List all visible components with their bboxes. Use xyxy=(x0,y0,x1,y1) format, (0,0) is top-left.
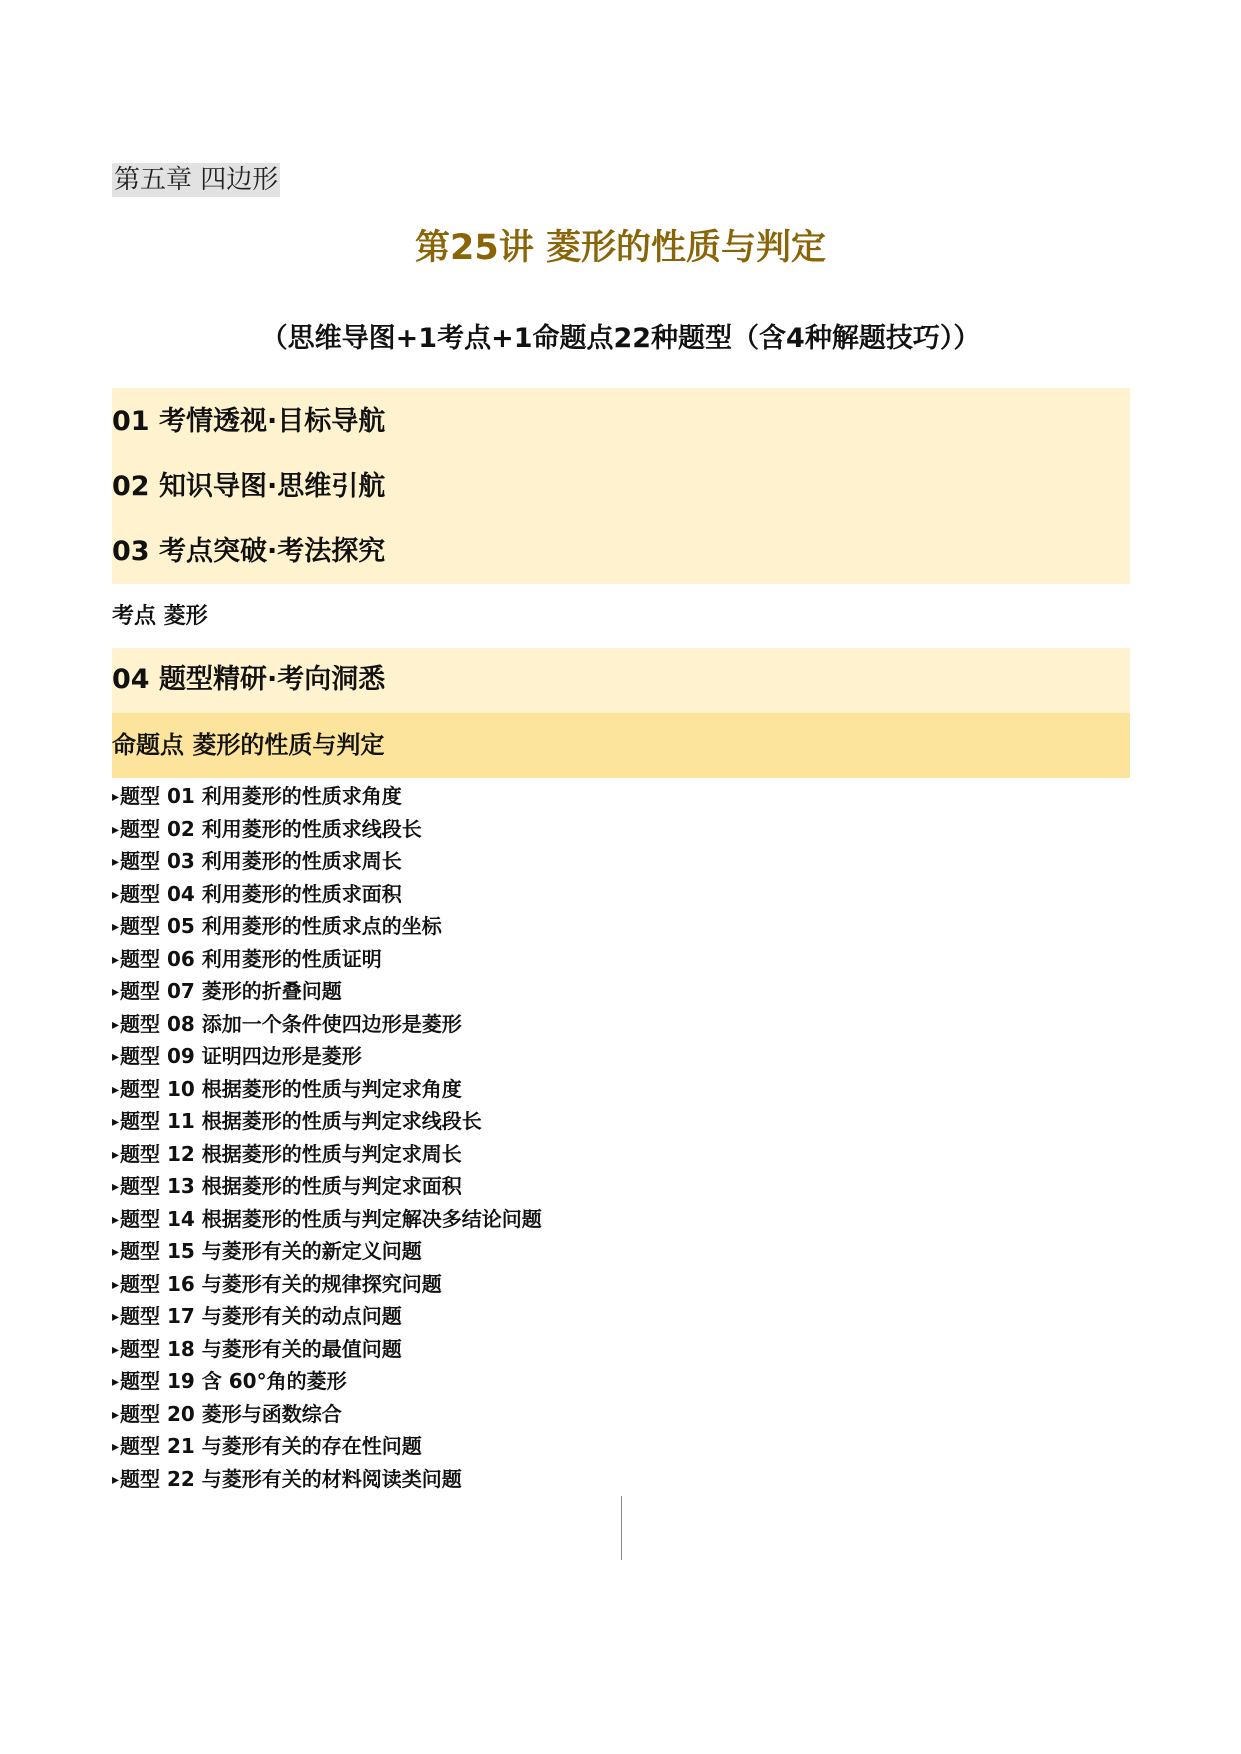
bullet-triangle-icon: ▸ xyxy=(112,821,120,838)
bullet-triangle-icon: ▸ xyxy=(112,1341,120,1358)
bullet-triangle-icon: ▸ xyxy=(112,1374,120,1390)
vertical-divider xyxy=(621,1496,622,1560)
bullet-triangle-icon: ▸ xyxy=(112,984,120,1000)
mingti-block xyxy=(112,713,1130,778)
list-item[interactable]: ▸题型 22 与菱形有关的材料阅读类问题 xyxy=(112,1466,462,1491)
bullet-triangle-icon: ▸ xyxy=(112,1114,120,1130)
list-item[interactable]: ▸题型 18 与菱形有关的最值问题 xyxy=(112,1336,402,1361)
list-item[interactable]: ▸题型 13 根据菱形的性质与判定求面积 xyxy=(112,1174,462,1198)
list-item[interactable]: ▸题型 15 与菱形有关的新定义问题 xyxy=(112,1239,422,1263)
mingti-heading[interactable]: 命题点 菱形的性质与判定 xyxy=(112,731,385,759)
list-item[interactable]: ▸题型 01 利用菱形的性质求角度 xyxy=(112,784,402,808)
list-item[interactable]: ▸题型 04 利用菱形的性质求面积 xyxy=(112,881,402,906)
list-item[interactable]: ▸题型 20 菱形与函数综合 xyxy=(112,1401,342,1426)
bullet-triangle-icon: ▸ xyxy=(112,1406,120,1423)
bullet-triangle-icon: ▸ xyxy=(112,951,120,968)
list-item[interactable]: ▸题型 16 与菱形有关的规律探究问题 xyxy=(112,1271,442,1296)
nav-item-02[interactable]: 02 知识导图·思维引航 xyxy=(112,471,386,502)
question-type-list xyxy=(112,780,542,1495)
bullet-triangle-icon: ▸ xyxy=(112,854,120,870)
list-item[interactable]: ▸题型 19 含 60°角的菱形 xyxy=(112,1369,347,1393)
list-item[interactable]: ▸题型 10 根据菱形的性质与判定求角度 xyxy=(112,1076,462,1101)
nav-item-04[interactable]: 04 题型精研·考向洞悉 xyxy=(112,664,386,695)
list-item[interactable]: ▸题型 02 利用菱形的性质求线段长 xyxy=(112,816,422,841)
lecture-subtitle: （思维导图+1考点+1命题点22种题型（含4种解题技巧）） xyxy=(260,323,981,354)
bullet-triangle-icon: ▸ xyxy=(112,1016,120,1033)
bullet-triangle-icon: ▸ xyxy=(112,1309,120,1325)
nav-item-03[interactable]: 03 考点突破·考法探究 xyxy=(112,536,386,567)
list-item[interactable]: ▸题型 08 添加一个条件使四边形是菱形 xyxy=(112,1011,462,1036)
bullet-triangle-icon: ▸ xyxy=(112,1439,120,1455)
bullet-triangle-icon: ▸ xyxy=(112,1211,120,1228)
bullet-triangle-icon: ▸ xyxy=(112,919,120,935)
list-item[interactable]: ▸题型 03 利用菱形的性质求周长 xyxy=(112,849,402,873)
bullet-triangle-icon: ▸ xyxy=(112,1179,120,1195)
chapter-label: 第五章 四边形 xyxy=(114,165,279,195)
bullet-triangle-icon: ▸ xyxy=(112,1081,120,1098)
bullet-triangle-icon: ▸ xyxy=(112,1244,120,1260)
bullet-triangle-icon: ▸ xyxy=(112,886,120,903)
bullet-triangle-icon: ▸ xyxy=(112,1276,120,1293)
list-item[interactable]: ▸题型 17 与菱形有关的动点问题 xyxy=(112,1304,402,1328)
bullet-triangle-icon: ▸ xyxy=(112,789,120,805)
list-item[interactable]: ▸题型 11 根据菱形的性质与判定求线段长 xyxy=(112,1109,482,1133)
list-item[interactable]: ▸题型 06 利用菱形的性质证明 xyxy=(112,946,382,971)
lecture-title: 第25讲 菱形的性质与判定 xyxy=(415,228,826,268)
list-item[interactable]: ▸题型 09 证明四边形是菱形 xyxy=(112,1044,362,1068)
bullet-triangle-icon: ▸ xyxy=(112,1049,120,1065)
bullet-triangle-icon: ▸ xyxy=(112,1146,120,1163)
list-item[interactable]: ▸题型 14 根据菱形的性质与判定解决多结论问题 xyxy=(112,1206,542,1231)
list-item[interactable]: ▸题型 07 菱形的折叠问题 xyxy=(112,979,342,1003)
nav-item-04-block xyxy=(112,648,1130,713)
kaodian-heading[interactable]: 考点 菱形 xyxy=(112,604,208,629)
list-item[interactable]: ▸题型 12 根据菱形的性质与判定求周长 xyxy=(112,1141,462,1166)
nav-item-01[interactable]: 01 考情透视·目标导航 xyxy=(112,406,386,437)
list-item[interactable]: ▸题型 05 利用菱形的性质求点的坐标 xyxy=(112,914,442,938)
navigation-block xyxy=(112,388,1130,584)
bullet-triangle-icon: ▸ xyxy=(112,1471,120,1488)
list-item[interactable]: ▸题型 21 与菱形有关的存在性问题 xyxy=(112,1434,422,1458)
